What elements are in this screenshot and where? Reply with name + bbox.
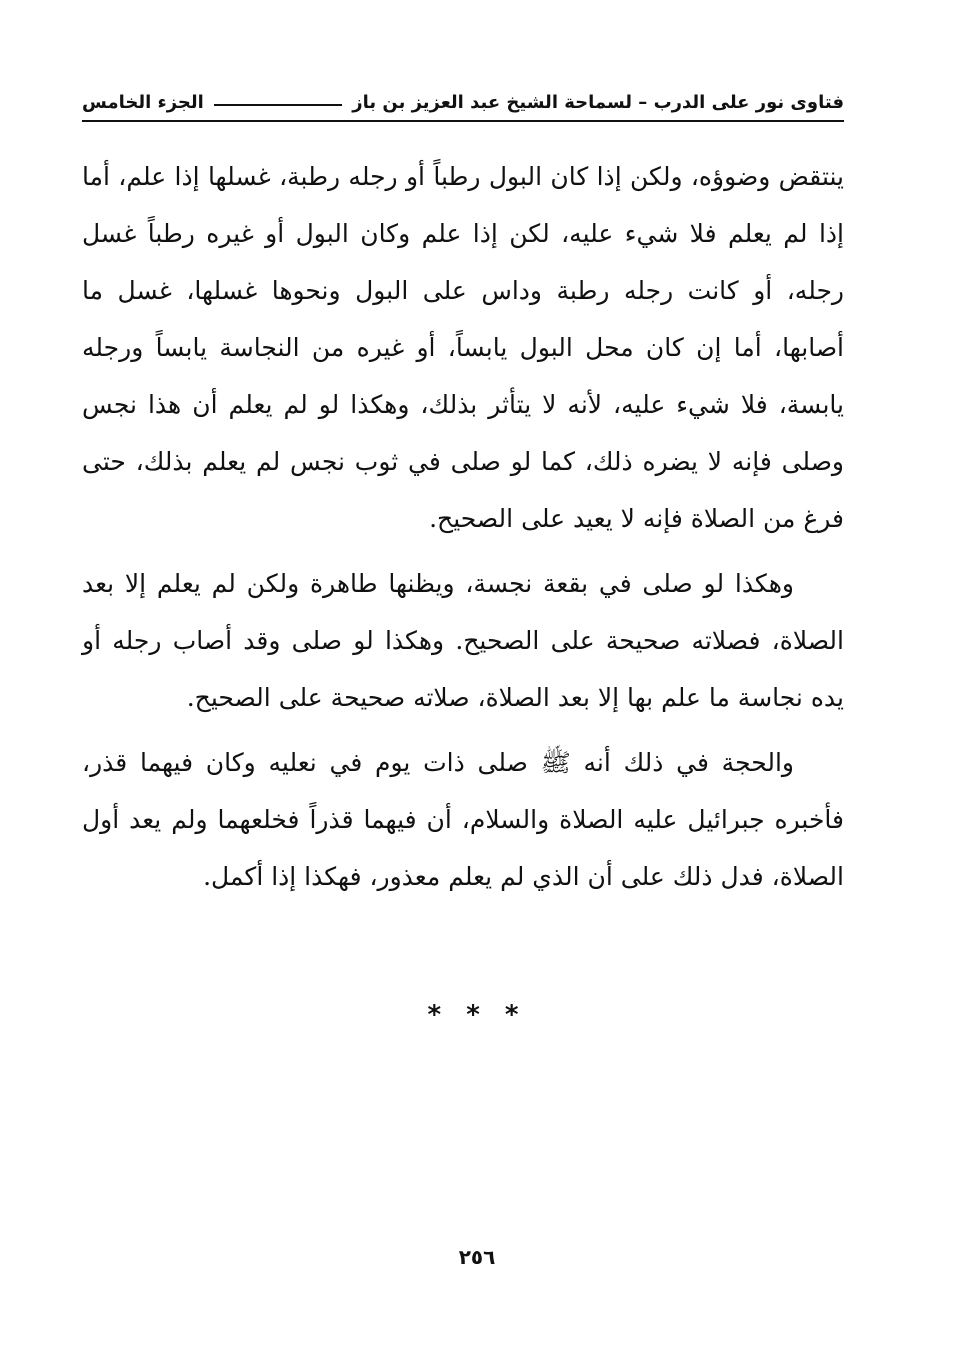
body-text [82,148,844,913]
book-title: فتاوى نور على الدرب – لسماحة الشيخ عبد العزيز بن باز [352,91,844,113]
section-separator: * * * [427,1000,527,1030]
page-number: ٢٥٦ [458,1245,496,1269]
volume-label: الجزء الخامس [82,91,204,113]
paragraph-2: وهكذا لو صلى في بقعة نجسة، ويظنها طاهرة ولكن لم يعلم إلا بعد الصلاة، فصلاته صحيحة على الصحيح. وهكذا لو صلى وقد أصاب رجله أو يده نجاسة ما علم بها إلا بعد الصلاة، صلاته صحيحة على الصحيح. [82,569,844,712]
paragraph-3: والحجة في ذلك أنه ﷺ صلى ذات يوم في نعليه وكان فيهما قذر، فأخبره جبرائيل عليه الصلاة والسلام، أن فيهما قذراً فخلعهما ولم يعد أول الصلاة، فدل ذلك على أن الذي لم يعلم معذور، فهكذا إذا أكمل. [82,748,844,891]
paragraph-1: ينتقض وضوؤه، ولكن إذا كان البول رطباً أو رجله رطبة، غسلها إذا علم، أما إذا لم يعلم فلا شيء عليه، لكن إذا علم وكان البول أو غيره رطباً غسل رجله، أو كانت رجله رطبة وداس على البول ونحوها غسلها، غسل ما أصابها، أما إن كان محل البول يابساً، أو غيره من النجاسة يابساً ورجله يابسة، فلا شيء عليه، لأنه لا يتأثر بذلك، وهكذا لو لم يعلم أن هذا نجس وصلى فإنه لا يضره ذلك، كما لو صلى في ثوب نجس لم يعلم بذلك، حتى فرغ من الصلاة فإنه لا يعيد على الصحيح. [82,162,844,533]
header-rule [214,104,342,106]
running-header [82,88,844,122]
